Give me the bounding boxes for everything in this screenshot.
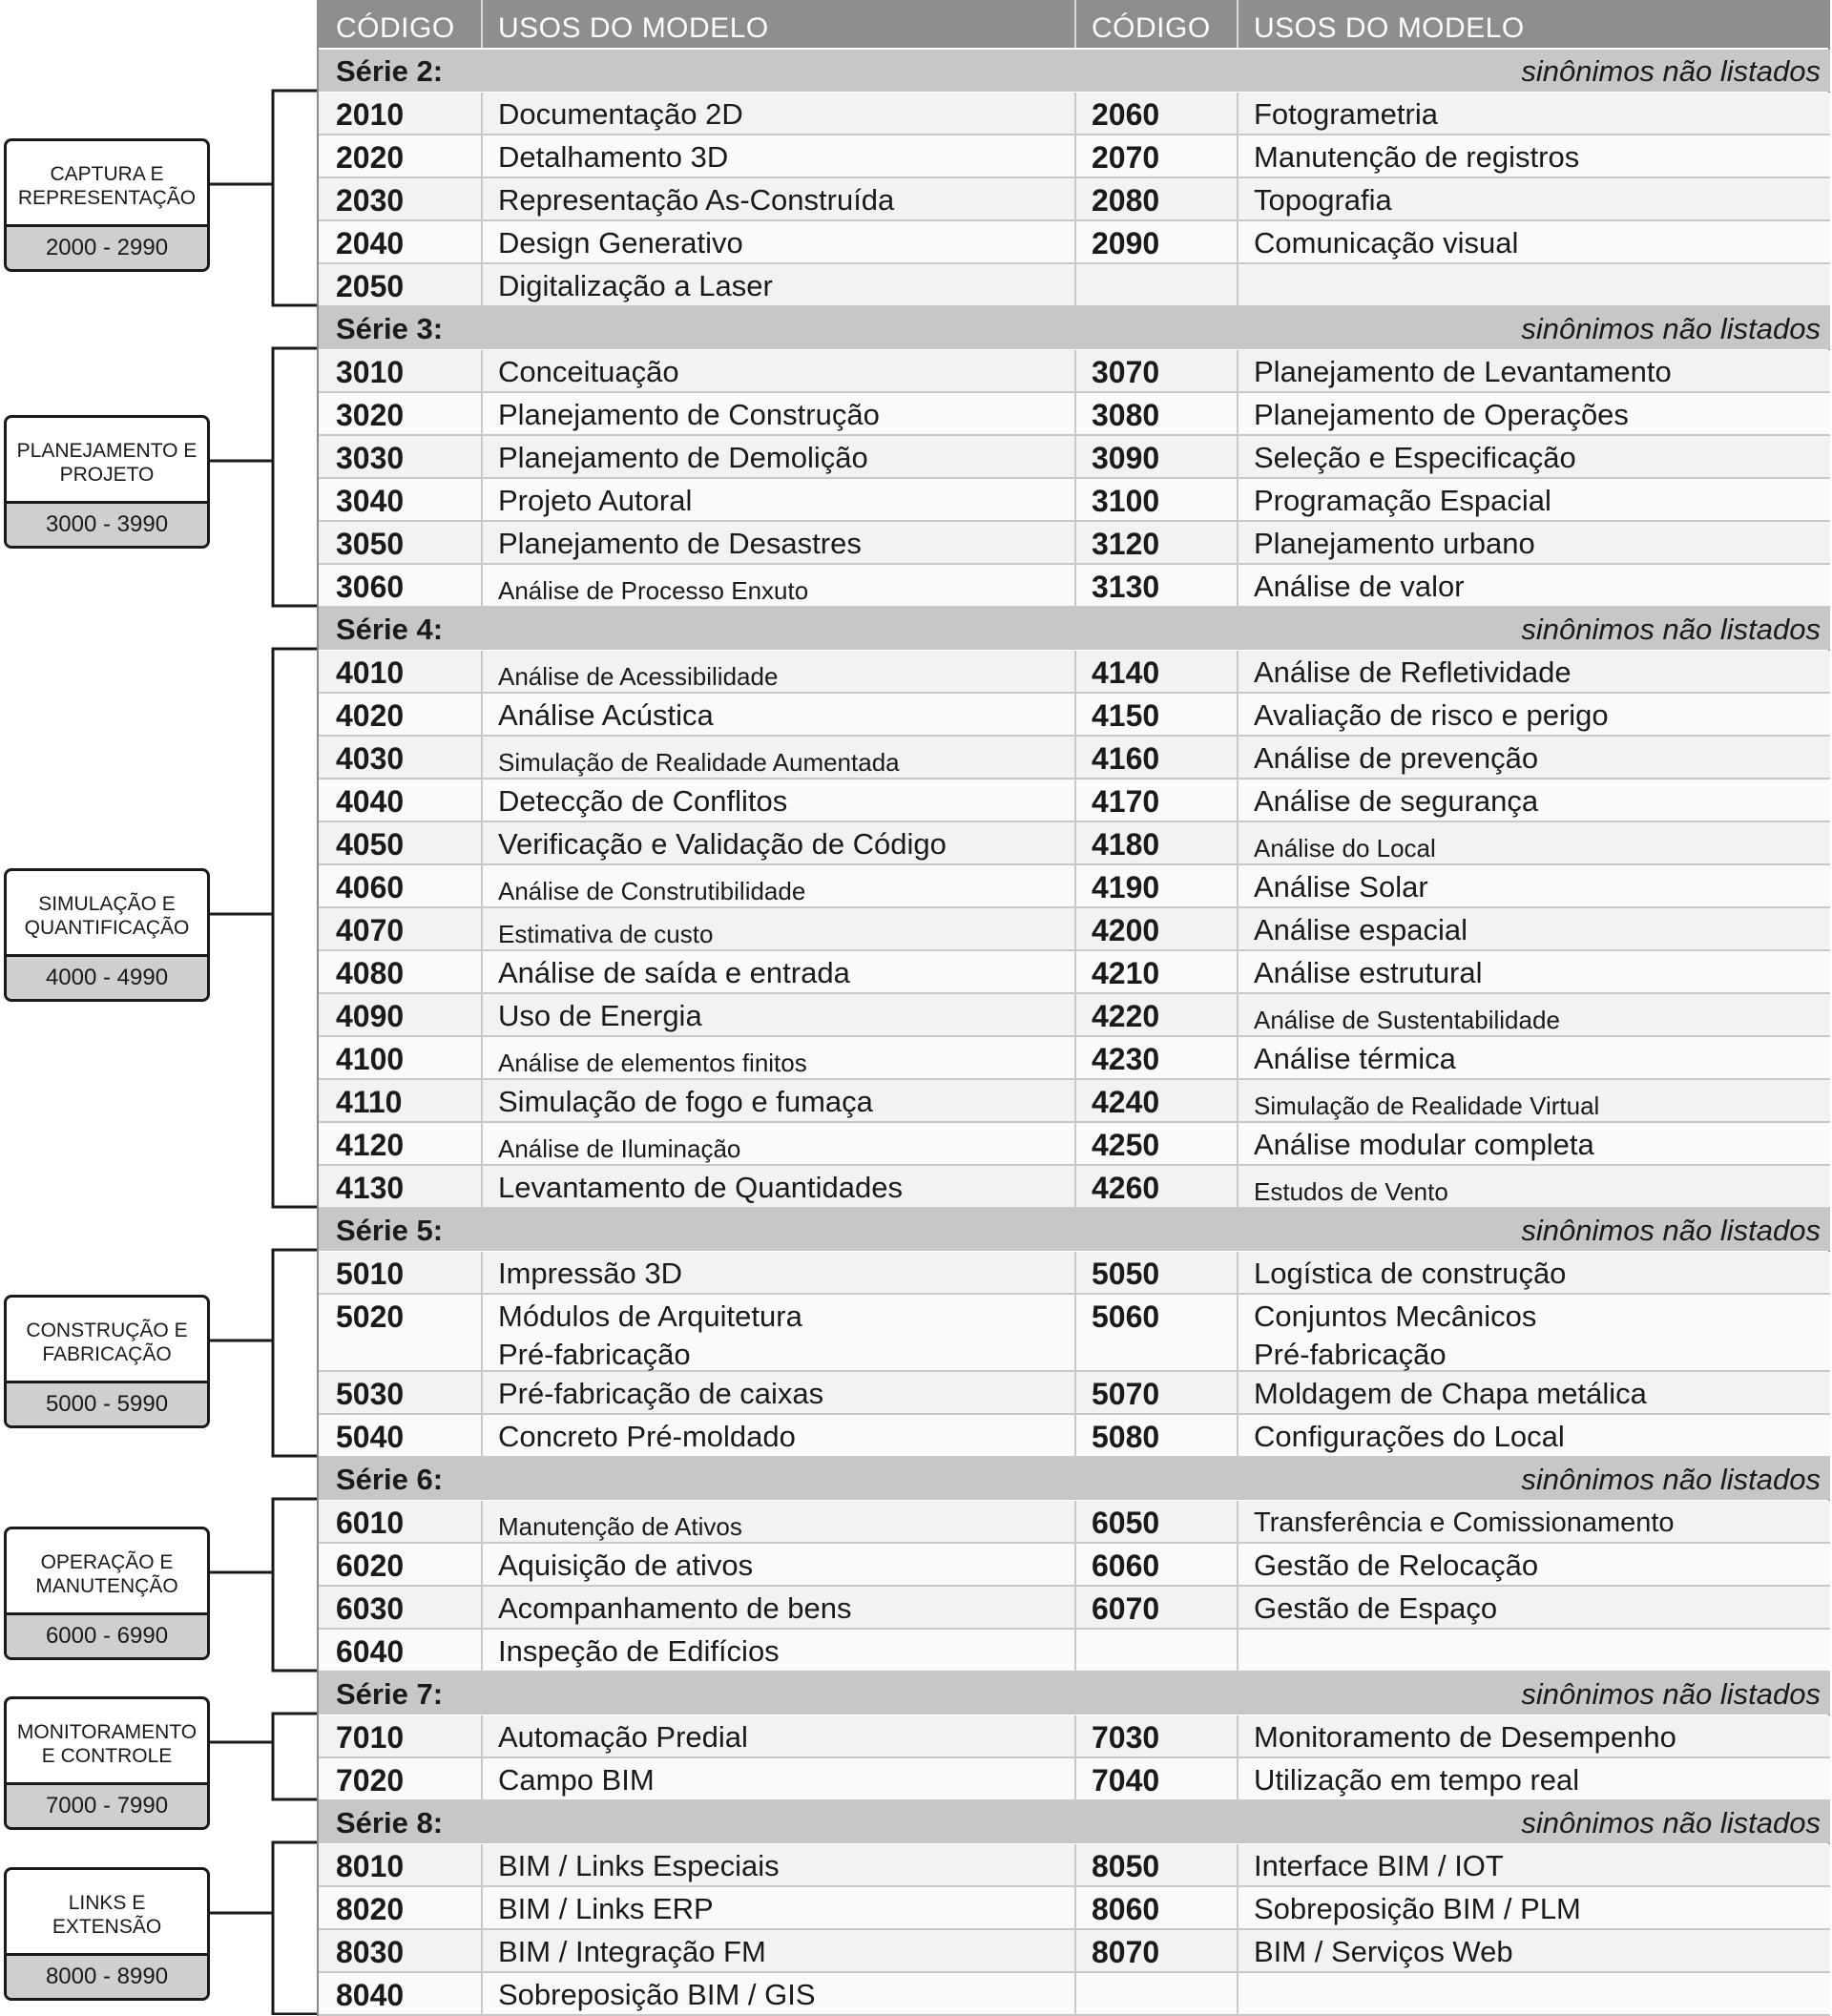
code-cell: 2030 xyxy=(336,183,405,218)
use-cell: Design Generativo xyxy=(498,226,743,260)
use-cell: Manutenção de registros xyxy=(1254,140,1580,174)
use-cell: Verificação e Validação de Código xyxy=(498,827,947,861)
table-row xyxy=(319,1715,1830,1758)
series-title: Série 5: xyxy=(336,1214,444,1247)
use-cell: Interface BIM / IOT xyxy=(1254,1849,1504,1882)
use-cell: Simulação de Realidade Virtual xyxy=(1254,1091,1600,1120)
code-cell: 3090 xyxy=(1092,441,1160,475)
code-cell: 4110 xyxy=(336,1085,403,1119)
code-cell: 4050 xyxy=(336,827,405,862)
synonyms-note: sinônimos não listados xyxy=(1521,54,1821,88)
code-cell: 7020 xyxy=(336,1763,405,1798)
category-box xyxy=(4,415,210,549)
use-cell: Programação Espacial xyxy=(1254,484,1551,517)
synonyms-note: sinônimos não listados xyxy=(1521,312,1821,345)
table-row xyxy=(319,1372,1830,1415)
category-bracket xyxy=(210,348,317,606)
category-range: 3000 - 3990 xyxy=(7,501,207,546)
use-cell: Configurações do Local xyxy=(1254,1420,1565,1453)
use-cell: Planejamento de Construção xyxy=(498,398,880,431)
use-cell: Análise modular completa xyxy=(1254,1128,1594,1161)
code-cell: 4020 xyxy=(336,698,405,733)
table-row xyxy=(319,1758,1830,1801)
code-cell: 4250 xyxy=(1092,1128,1160,1162)
table-row xyxy=(319,93,1830,135)
use-cell: Conceituação xyxy=(498,355,679,388)
use-cell: Análise de Acessibilidade xyxy=(498,662,779,691)
code-cell: 4200 xyxy=(1092,913,1160,947)
code-cell: 3040 xyxy=(336,484,405,518)
code-cell: 4030 xyxy=(336,741,405,776)
series-title: Série 4: xyxy=(336,613,444,646)
category-name: CAPTURA E REPRESENTAÇÃO xyxy=(17,162,197,209)
series-header xyxy=(319,307,1830,349)
code-cell: 4010 xyxy=(336,655,405,690)
category-box xyxy=(4,138,210,272)
use-cell: Levantamento de Quantidades xyxy=(498,1171,903,1204)
code-cell: 8030 xyxy=(336,1935,405,1969)
code-cell: 8050 xyxy=(1092,1849,1160,1883)
table-row xyxy=(319,522,1830,565)
category-name: CONSTRUÇÃO E FABRICAÇÃO xyxy=(26,1319,188,1365)
use-cell: Fotogrametria xyxy=(1254,97,1438,131)
category-range: 6000 - 6990 xyxy=(7,1612,207,1657)
series-title: Série 3: xyxy=(336,312,444,345)
use-cell: Análise espacial xyxy=(1254,913,1468,946)
use-cell: Análise Acústica xyxy=(498,698,714,732)
use-cell: Módulos de Arquitetura Pré-fabricação xyxy=(498,1299,802,1371)
use-cell: BIM / Links ERP xyxy=(498,1892,714,1925)
table-row xyxy=(319,1587,1830,1630)
code-cell: 6070 xyxy=(1092,1591,1160,1626)
code-cell: 6040 xyxy=(336,1634,405,1669)
code-cell: 4080 xyxy=(336,956,405,990)
table-row xyxy=(319,135,1830,178)
code-cell: 6020 xyxy=(336,1548,405,1583)
table-row xyxy=(319,1844,1830,1887)
code-cell: 2050 xyxy=(336,269,405,303)
code-cell: 2020 xyxy=(336,140,405,175)
use-cell: Impressão 3D xyxy=(498,1257,682,1290)
table-row xyxy=(319,1252,1830,1295)
use-cell: Análise Solar xyxy=(1254,870,1428,904)
code-cell: 8010 xyxy=(336,1849,405,1883)
use-cell: Detalhamento 3D xyxy=(498,140,729,174)
code-cell: 6050 xyxy=(1092,1506,1160,1540)
category-range: 5000 - 5990 xyxy=(7,1381,207,1425)
code-cell: 7030 xyxy=(1092,1720,1160,1755)
uses-table xyxy=(317,0,1830,2016)
use-cell: Monitoramento de Desempenho xyxy=(1254,1720,1676,1754)
use-cell: Moldagem de Chapa metálica xyxy=(1254,1377,1647,1410)
header-code-left: CÓDIGO xyxy=(336,12,455,44)
series-header xyxy=(319,1801,1830,1843)
category-box xyxy=(4,1867,210,2001)
category-name: OPERAÇÃO E MANUTENÇÃO xyxy=(35,1550,178,1597)
use-cell: Sobreposição BIM / PLM xyxy=(1254,1892,1581,1925)
use-cell: Análise de prevenção xyxy=(1254,741,1539,775)
category-name: MONITORAMENTO E CONTROLE xyxy=(16,1720,198,1767)
code-cell: 6060 xyxy=(1092,1548,1160,1583)
use-cell: Topografia xyxy=(1254,183,1392,217)
category-bracket xyxy=(210,1714,317,1799)
header-code-right: CÓDIGO xyxy=(1092,12,1211,44)
code-cell: 2080 xyxy=(1092,183,1160,218)
use-cell: Simulação de Realidade Aumentada xyxy=(498,748,900,777)
header-uses-left: USOS DO MODELO xyxy=(498,12,769,44)
code-cell: 4120 xyxy=(336,1128,405,1162)
code-cell: 3120 xyxy=(1092,527,1160,561)
code-cell: 4210 xyxy=(1092,956,1160,990)
table-row xyxy=(319,350,1830,393)
code-cell: 7040 xyxy=(1092,1763,1160,1798)
category-name: PLANEJAMENTO E PROJETO xyxy=(16,439,198,486)
table-row xyxy=(319,479,1830,522)
code-cell: 3070 xyxy=(1092,355,1160,389)
use-cell: Análise de Construtibilidade xyxy=(498,877,806,905)
category-name: LINKS E EXTENSÃO xyxy=(52,1891,162,1938)
category-box xyxy=(4,1527,210,1660)
use-cell: Digitalização a Laser xyxy=(498,269,773,302)
code-cell: 4040 xyxy=(336,784,405,819)
code-cell: 4070 xyxy=(336,913,405,947)
table-row xyxy=(319,1166,1830,1209)
use-cell: Análise de Refletividade xyxy=(1254,655,1572,689)
series-title: Série 6: xyxy=(336,1463,444,1496)
use-cell: Transferência e Comissionamento xyxy=(1254,1507,1675,1538)
code-cell: 2010 xyxy=(336,97,405,132)
code-cell: 6010 xyxy=(336,1506,405,1540)
table-row xyxy=(319,436,1830,479)
series-title: Série 8: xyxy=(336,1806,444,1839)
use-cell: Gestão de Espaço xyxy=(1254,1591,1498,1625)
use-cell: Acompanhamento de bens xyxy=(498,1591,852,1625)
code-cell: 5040 xyxy=(336,1420,405,1454)
code-cell: 4160 xyxy=(1092,741,1160,776)
table-row xyxy=(319,822,1830,865)
code-cell: 4140 xyxy=(1092,655,1160,690)
code-cell: 2090 xyxy=(1092,226,1160,260)
code-cell: 5060 xyxy=(1092,1299,1160,1334)
use-cell: Sobreposição BIM / GIS xyxy=(498,1978,816,2011)
use-cell: BIM / Integração FM xyxy=(498,1935,766,1968)
use-cell: BIM / Links Especiais xyxy=(498,1849,780,1882)
table-row xyxy=(319,1415,1830,1458)
code-cell: 8060 xyxy=(1092,1892,1160,1926)
table-row xyxy=(319,651,1830,694)
use-cell: Seleção e Especificação xyxy=(1254,441,1576,474)
use-cell: Análise de segurança xyxy=(1254,784,1539,818)
use-cell: Automação Predial xyxy=(498,1720,748,1754)
use-cell: Análise estrutural xyxy=(1254,956,1483,989)
code-cell: 3020 xyxy=(336,398,405,432)
table-row xyxy=(319,393,1830,436)
table-row xyxy=(319,565,1830,608)
category-bracket xyxy=(210,1250,317,1456)
use-cell: Logística de construção xyxy=(1254,1257,1567,1290)
code-cell: 4150 xyxy=(1092,698,1160,733)
use-cell: Análise de Sustentabilidade xyxy=(1254,1006,1560,1034)
category-range: 2000 - 2990 xyxy=(7,224,207,269)
category-name: SIMULAÇÃO E QUANTIFICAÇÃO xyxy=(24,892,190,939)
use-cell: Análise de Iluminação xyxy=(498,1134,741,1163)
use-cell: Aquisição de ativos xyxy=(498,1548,754,1582)
use-cell: BIM / Serviços Web xyxy=(1254,1935,1513,1968)
use-cell: Manutenção de Ativos xyxy=(498,1512,742,1541)
code-cell: 8020 xyxy=(336,1892,405,1926)
use-cell: Gestão de Relocação xyxy=(1254,1548,1539,1582)
code-cell: 3080 xyxy=(1092,398,1160,432)
code-cell: 3060 xyxy=(336,570,405,604)
use-cell: Utilização em tempo real xyxy=(1254,1763,1580,1797)
code-cell: 5050 xyxy=(1092,1257,1160,1291)
code-cell: 5030 xyxy=(336,1377,405,1411)
code-cell: 3030 xyxy=(336,441,405,475)
series-header xyxy=(319,50,1830,92)
series-header xyxy=(319,1673,1830,1715)
category-bracket xyxy=(210,649,317,1207)
use-cell: Estimativa de custo xyxy=(498,920,714,948)
synonyms-note: sinônimos não listados xyxy=(1521,1806,1821,1839)
code-cell: 2070 xyxy=(1092,140,1160,175)
table-row xyxy=(319,951,1830,994)
table-row xyxy=(319,865,1830,908)
series-title: Série 2: xyxy=(336,54,444,88)
table-row xyxy=(319,694,1830,737)
code-cell: 5070 xyxy=(1092,1377,1160,1411)
code-cell: 4130 xyxy=(336,1171,405,1205)
code-cell: 4090 xyxy=(336,999,405,1033)
code-cell: 3100 xyxy=(1092,484,1160,518)
use-cell: Projeto Autoral xyxy=(498,484,693,517)
code-cell: 4240 xyxy=(1092,1085,1160,1119)
use-cell: Documentação 2D xyxy=(498,97,743,131)
code-cell: 3050 xyxy=(336,527,405,561)
series-title: Série 7: xyxy=(336,1677,444,1711)
code-cell: 3130 xyxy=(1092,570,1160,604)
code-cell: 4180 xyxy=(1092,827,1160,862)
table-row xyxy=(319,1037,1830,1080)
use-cell: Análise de saída e entrada xyxy=(498,956,850,989)
table-row xyxy=(319,779,1830,822)
use-cell: Concreto Pré-moldado xyxy=(498,1420,796,1453)
category-range: 4000 - 4990 xyxy=(7,954,207,999)
table-row xyxy=(319,1080,1830,1123)
table-header xyxy=(319,0,1830,48)
category-bracket xyxy=(210,91,317,305)
code-cell: 5010 xyxy=(336,1257,405,1291)
series-header xyxy=(319,1458,1830,1500)
table-row xyxy=(319,1544,1830,1587)
category-bracket xyxy=(210,1499,317,1671)
use-cell: Análise de Processo Enxuto xyxy=(498,576,809,605)
table-row xyxy=(319,1295,1830,1372)
table-row xyxy=(319,1887,1830,1930)
synonyms-note: sinônimos não listados xyxy=(1521,1214,1821,1247)
use-cell: Comunicação visual xyxy=(1254,226,1519,260)
use-cell: Planejamento de Desastres xyxy=(498,527,862,560)
category-bracket xyxy=(210,1842,317,2014)
code-cell: 6030 xyxy=(336,1591,405,1626)
use-cell: Uso de Energia xyxy=(498,999,702,1032)
table-row xyxy=(319,1973,1830,2016)
table-row xyxy=(319,221,1830,264)
table-row xyxy=(319,1501,1830,1544)
use-cell: Campo BIM xyxy=(498,1763,655,1797)
category-range: 7000 - 7990 xyxy=(7,1782,207,1827)
code-cell: 4190 xyxy=(1092,870,1160,904)
use-cell: Planejamento urbano xyxy=(1254,527,1535,560)
use-cell: Análise de valor xyxy=(1254,570,1465,603)
synonyms-note: sinônimos não listados xyxy=(1521,1463,1821,1496)
code-cell: 8070 xyxy=(1092,1935,1160,1969)
code-cell: 2060 xyxy=(1092,97,1160,132)
use-cell: Simulação de fogo e fumaça xyxy=(498,1085,873,1118)
series-header xyxy=(319,1209,1830,1251)
table-row xyxy=(319,737,1830,779)
code-cell: 4100 xyxy=(336,1042,405,1076)
use-cell: Representação As-Construída xyxy=(498,183,895,217)
use-cell: Inspeção de Edifícios xyxy=(498,1634,780,1668)
code-cell: 5080 xyxy=(1092,1420,1160,1454)
use-cell: Análise do Local xyxy=(1254,834,1436,863)
use-cell: Pré-fabricação de caixas xyxy=(498,1377,824,1410)
code-cell: 4220 xyxy=(1092,999,1160,1033)
header-uses-right: USOS DO MODELO xyxy=(1254,12,1525,44)
table-row xyxy=(319,1123,1830,1166)
code-cell: 4230 xyxy=(1092,1042,1160,1076)
table-row xyxy=(319,264,1830,307)
synonyms-note: sinônimos não listados xyxy=(1521,613,1821,646)
use-cell: Detecção de Conflitos xyxy=(498,784,788,818)
code-cell: 2040 xyxy=(336,226,405,260)
use-cell: Análise térmica xyxy=(1254,1042,1456,1075)
code-cell: 4260 xyxy=(1092,1171,1160,1205)
table-row xyxy=(319,994,1830,1037)
code-cell: 4170 xyxy=(1092,784,1160,819)
use-cell: Planejamento de Levantamento xyxy=(1254,355,1672,388)
use-cell: Conjuntos Mecânicos Pré-fabricação xyxy=(1254,1299,1537,1371)
category-box xyxy=(4,1696,210,1830)
table-row xyxy=(319,1930,1830,1973)
use-cell: Estudos de Vento xyxy=(1254,1177,1448,1206)
category-range: 8000 - 8990 xyxy=(7,1953,207,1998)
code-cell: 7010 xyxy=(336,1720,405,1755)
category-box xyxy=(4,868,210,1002)
table-row xyxy=(319,908,1830,951)
use-cell: Planejamento de Demolição xyxy=(498,441,868,474)
use-cell: Planejamento de Operações xyxy=(1254,398,1629,431)
code-cell: 3010 xyxy=(336,355,405,389)
code-cell: 5020 xyxy=(336,1299,405,1334)
code-cell: 4060 xyxy=(336,870,405,904)
code-cell: 8040 xyxy=(336,1978,405,2012)
use-cell: Avaliação de risco e perigo xyxy=(1254,698,1609,732)
category-box xyxy=(4,1295,210,1428)
synonyms-note: sinônimos não listados xyxy=(1521,1677,1821,1711)
table-row xyxy=(319,178,1830,221)
use-cell: Análise de elementos finitos xyxy=(498,1049,807,1077)
series-header xyxy=(319,608,1830,650)
table-row xyxy=(319,1630,1830,1673)
